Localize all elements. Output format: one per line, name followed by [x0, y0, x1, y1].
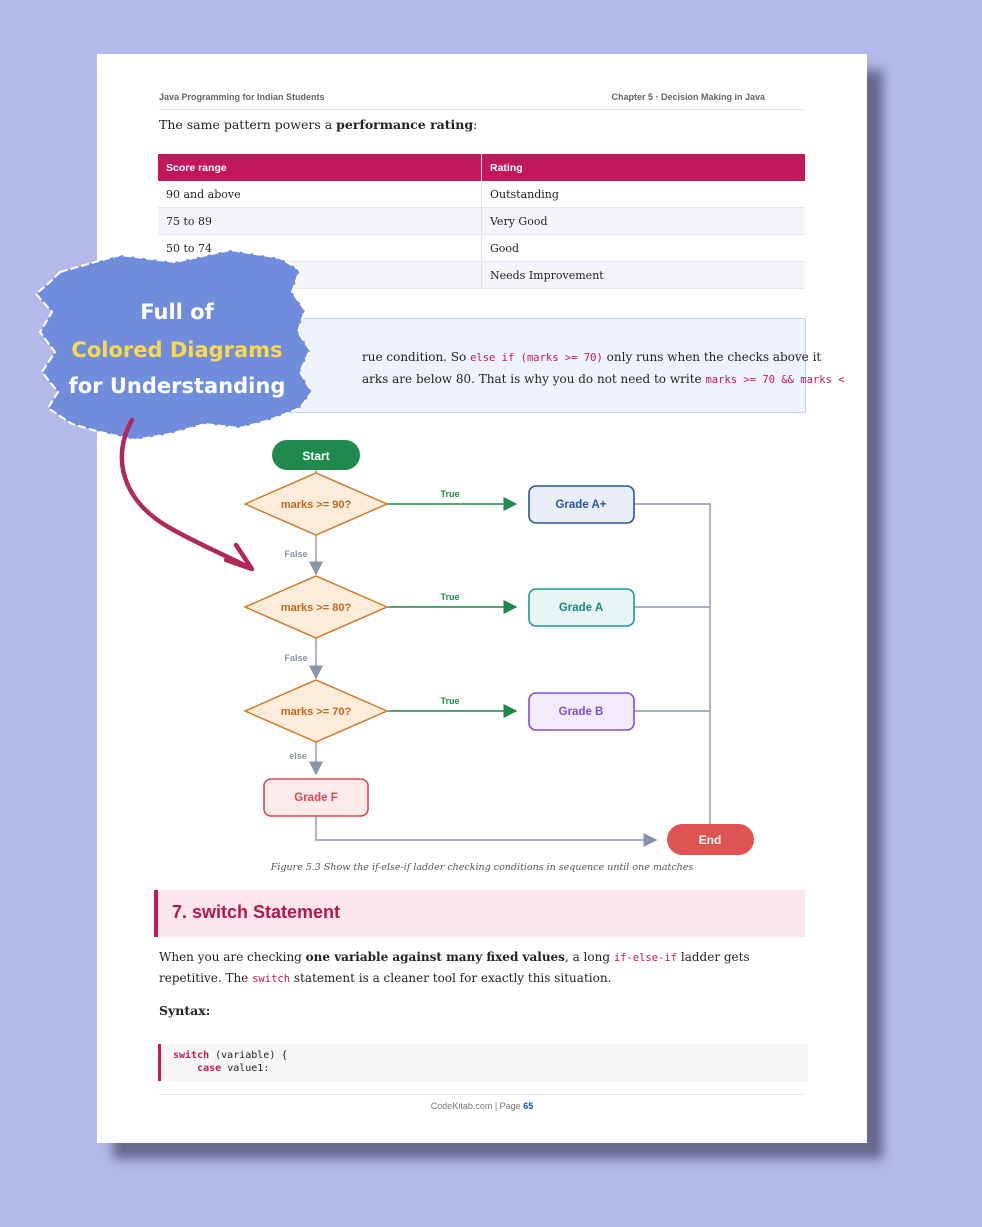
true-label: True [440, 592, 460, 602]
false-label: False [284, 653, 308, 663]
table-cell: Good [482, 235, 806, 262]
code-keyword: switch [173, 1050, 210, 1061]
table-cell: Very Good [482, 208, 806, 235]
footer-site: CodeKitab.com | Page [430, 1101, 524, 1111]
para-text: , a long [564, 950, 614, 964]
note-code: else if (marks >= 70) [470, 352, 603, 364]
grade-label-a-plus: Grade A+ [555, 499, 607, 511]
table-cell: 75 to 89 [158, 208, 482, 235]
column-header: Score range [158, 154, 482, 181]
callout-line-1: Full of [140, 300, 214, 324]
callout-arrow [122, 420, 250, 568]
running-header-chapter: Chapter 5 · Decision Making in Java [611, 92, 765, 102]
para-text: ladder gets repetitive. The [159, 950, 750, 985]
code-text: value1: [221, 1063, 270, 1074]
intro-text: The same pattern powers a [159, 117, 337, 132]
table-cell: Outstanding [482, 181, 806, 208]
column-header: Rating [482, 154, 806, 181]
running-header-title: Java Programming for Indian Students [159, 92, 325, 102]
inline-code: if-else-if [613, 952, 678, 964]
intro-bold: performance rating [336, 117, 474, 132]
para-text: statement is a cleaner tool for exactly this situation. [290, 971, 612, 985]
false-label: False [284, 549, 308, 559]
note-text: arks are below 80. That is why you do not need to write [362, 372, 706, 386]
table-cell: Needs Improvement [482, 262, 806, 289]
section-title: 7. switch Statement [172, 902, 341, 922]
callout-line-3: for Understanding [68, 374, 286, 398]
else-label: else [289, 751, 307, 761]
syntax-label: Syntax: [159, 1003, 211, 1018]
grade-label-b: Grade B [558, 706, 604, 718]
page-number: 65 [523, 1101, 534, 1111]
note-text: only runs when the checks above it [602, 350, 822, 364]
table-cell: 90 and above [158, 181, 482, 208]
figure-caption: Figure 5.3 Show the if-else-if ladder checking conditions in sequence until one matches [270, 862, 694, 873]
note-code: marks >= 70 && marks < [705, 374, 845, 386]
end-label: End [698, 833, 722, 847]
intro-colon: : [473, 117, 478, 132]
table-cell: 50 to 74 [158, 235, 482, 262]
condition-label-2: marks >= 80? [280, 602, 352, 614]
para-bold: one variable against many fixed values [305, 950, 565, 964]
code-text: (variable) { [209, 1050, 288, 1061]
code-keyword: case [197, 1063, 222, 1074]
true-label: True [440, 696, 460, 706]
note-text: rue condition. So [362, 350, 471, 364]
condition-label-3: marks >= 70? [280, 706, 352, 718]
callout-line-2: Colored Diagrams [71, 338, 283, 362]
grade-label-a: Grade A [558, 602, 604, 614]
true-label: True [440, 489, 460, 499]
condition-label-1: marks >= 90? [280, 499, 352, 511]
para-text: When you are checking [159, 950, 306, 964]
grade-label-f: Grade F [294, 792, 338, 804]
start-label: Start [302, 449, 330, 463]
inline-code: switch [252, 973, 291, 985]
